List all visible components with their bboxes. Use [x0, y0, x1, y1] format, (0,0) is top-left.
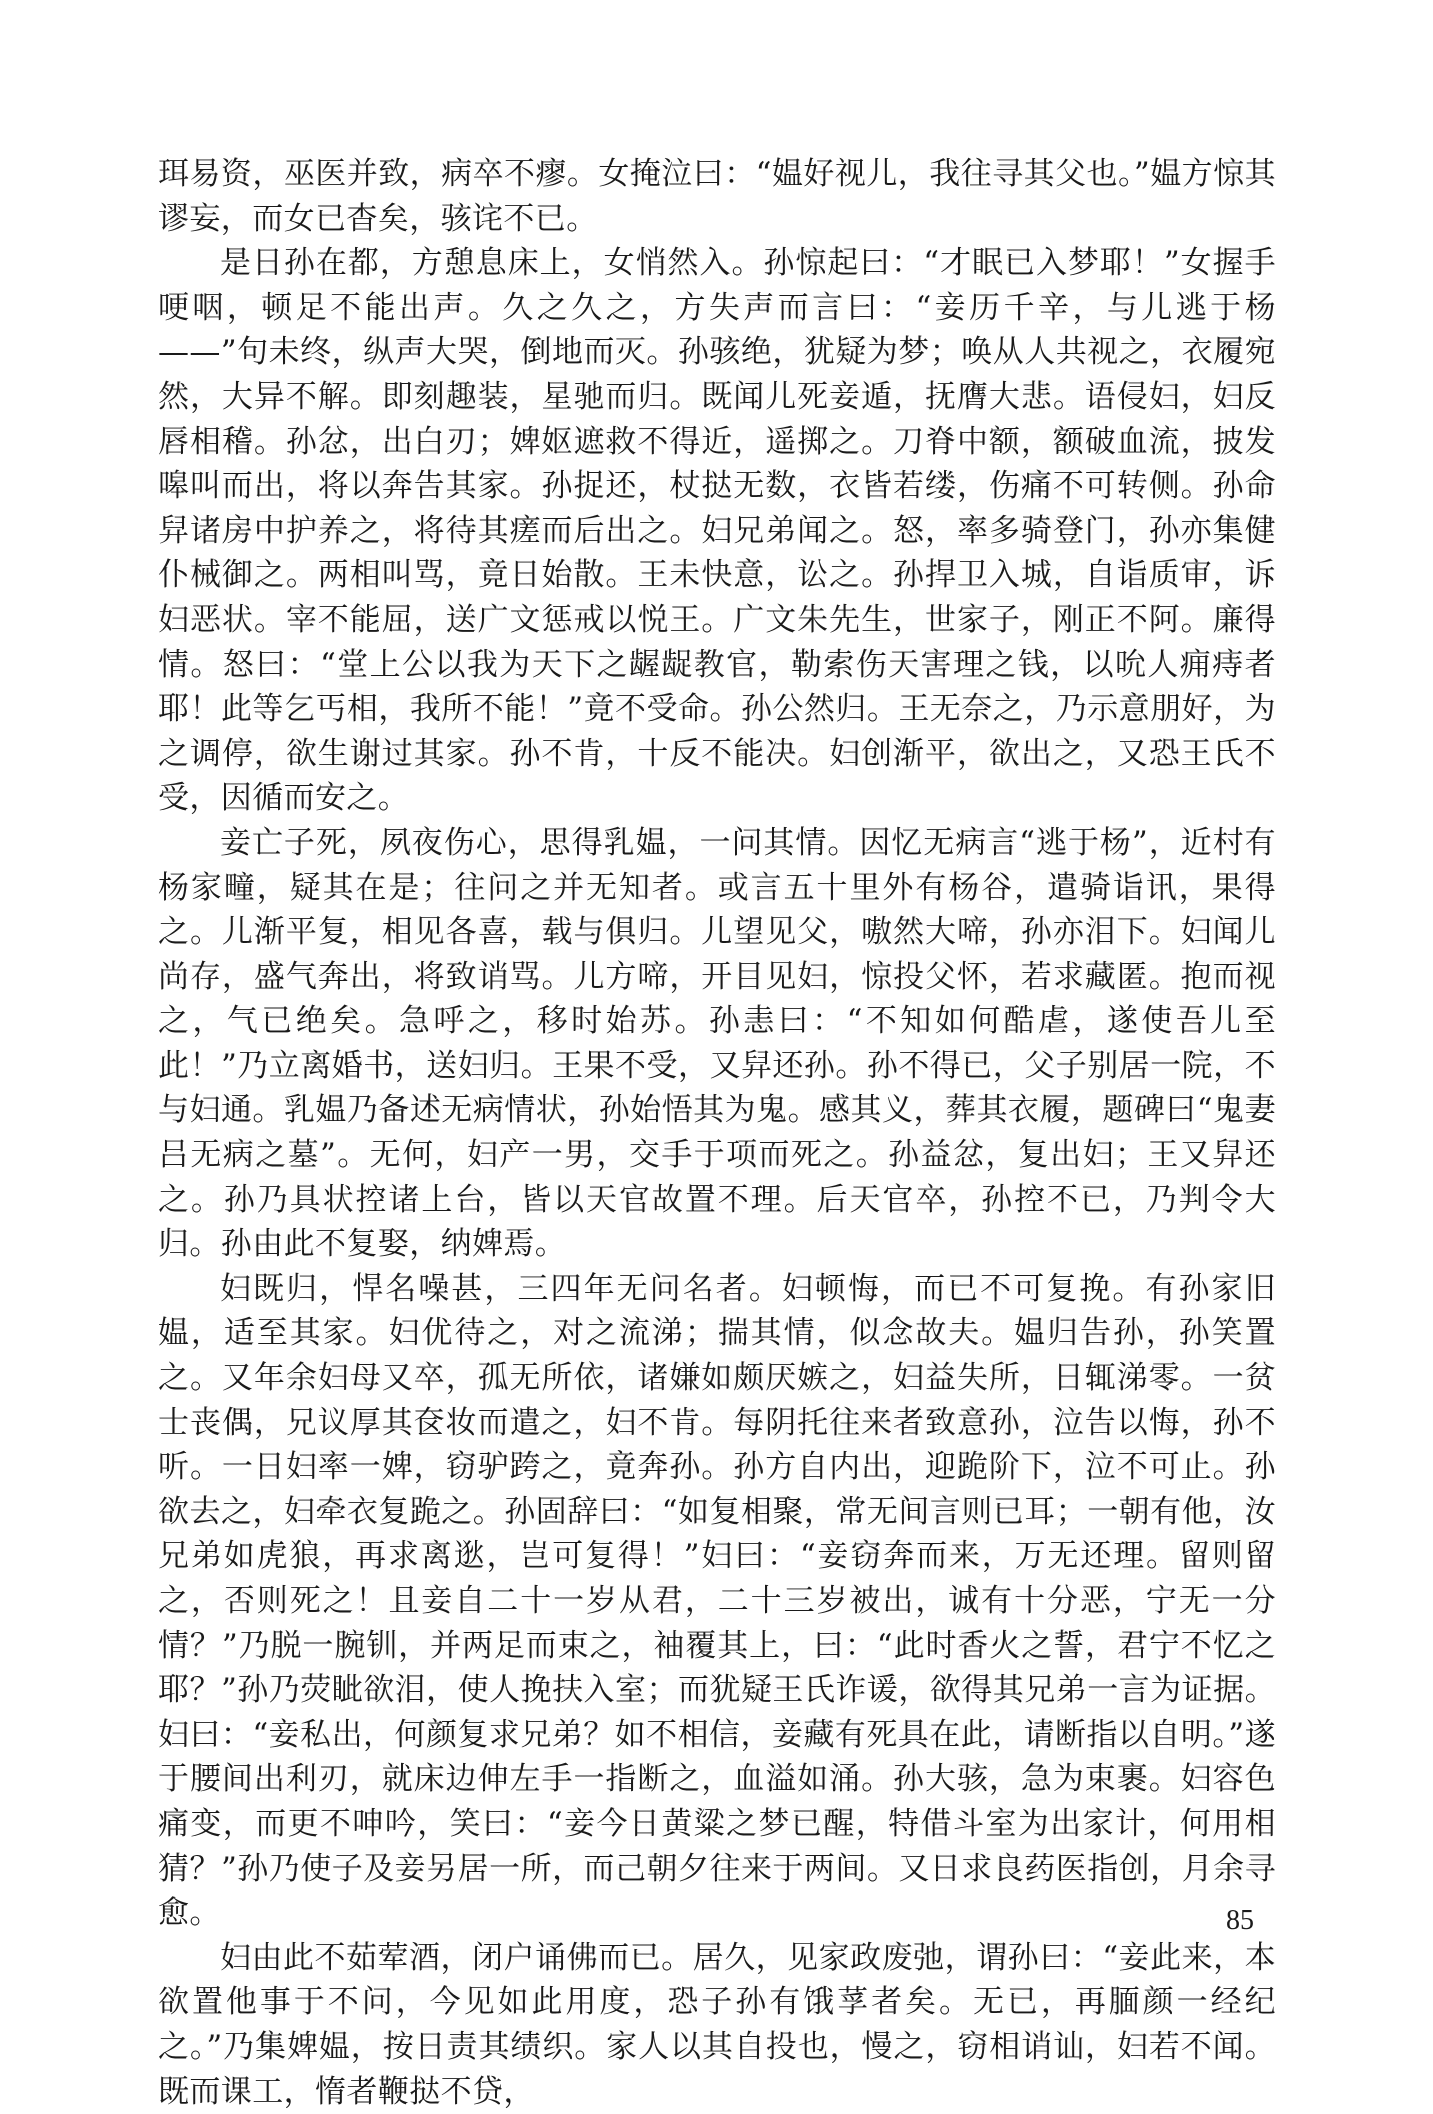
page-number: 85 — [1226, 1905, 1254, 1936]
page-body — [158, 152, 1276, 2114]
paragraph-3: 妾亡子死，夙夜伤心，思得乳媪，一问其情。因忆无病言“逃于杨”，近村有杨家疃，疑其在是；往问之并无知者。或言五十里外有杨谷，遣骑诣讯，果得之。儿渐平复，相见各喜，载与俱归。儿望见父，嗷然大啼，孙亦泪下。妇闻儿尚存，盛气奔出，将致诮骂。儿方啼，开目见妇，惊投父怀，若求藏匿。抱而视之，气已绝矣。急呼之，移时始苏。孙恚曰：“不知如何酷虐，遂使吾儿至此！”乃立离婚书，送妇归。王果不受，又舁还孙。孙不得已，父子别居一院，不与妇通。乳媪乃备述无病情状，孙始悟其为鬼。感其义，葬其衣履，题碑曰“鬼妻吕无病之墓”。无何，妇产一男，交手于项而死之。孙益忿，复出妇；王又舁还之。孙乃具状控诸上台，皆以天官故置不理。后天官卒，孙控不已，乃判令大归。孙由此不复娶，纳婢焉。 — [158, 824, 1276, 1263]
paragraph-2: 是日孙在都，方憩息床上，女悄然入。孙惊起曰：“才眠已入梦耶！”女握手哽咽，顿足不能出声。久之久之，方失声而言曰：“妾历千辛，与儿逃于杨——”句未终，纵声大哭，倒地而灭。孙骇绝，犹疑为梦；唤从人共视之，衣履宛然，大异不解。即刻趣装，星驰而归。既闻儿死妾遁，抚膺大悲。语侵妇，妇反唇相稽。孙忿，出白刃；婢妪遮救不得近，遥掷之。刀脊中额，额破血流，披发嗥叫而出，将以奔告其家。孙捉还，杖挞无数，衣皆若缕，伤痛不可转侧。孙命舁诸房中护养之，将待其瘥而后出之。妇兄弟闻之。怒，率多骑登门，孙亦集健仆械御之。两相叫骂，竟日始散。王未快意，讼之。孙捍卫入城，自诣质审，诉妇恶状。宰不能屈，送广文惩戒以悦王。广文朱先生，世家子，刚正不阿。廉得情。怒曰：“堂上公以我为天下之龌龊教官，勒索伤天害理之钱，以吮人痈痔者耶！此等乞丐相，我所不能！”竟不受命。孙公然归。王无奈之，乃示意朋好，为之调停，欲生谢过其家。孙不肯，十反不能决。妇创渐平，欲出之，又恐王氏不受，因循而安之。 — [158, 245, 1276, 817]
paragraph-1: 珥易资，巫医并致，病卒不瘳。女掩泣曰：“媪好视儿，我往寻其父也。”媪方惊其谬妄，而女已杳矣，骇诧不已。 — [158, 156, 1276, 237]
paragraph-5: 妇由此不茹荤酒，闭户诵佛而已。居久，见家政废弛，谓孙曰：“妾此来，本欲置他事于不问，今见如此用度，恐子孙有饿莩者矣。无已，再腼颜一经纪之。”乃集婢媪，按日责其绩织。家人以其自投也，慢之，窃相诮讪，妇若不闻。既而课工，惰者鞭挞不贷， — [158, 1939, 1276, 2110]
paragraph-4: 妇既归，悍名噪甚，三四年无问名者。妇顿悔，而已不可复挽。有孙家旧媪，适至其家。妇优待之，对之流涕；揣其情，似念故夫。媪归告孙，孙笑置之。又年余妇母又卒，孤无所依，诸嫌如颇厌嫉之，妇益失所，日辄涕零。一贫士丧偶，兄议厚其奁妆而遣之，妇不肯。每阴托往来者致意孙，泣告以悔，孙不听。一日妇率一婢，窃驴跨之，竟奔孙。孙方自内出，迎跪阶下，泣不可止。孙欲去之，妇牵衣复跪之。孙固辞曰：“如复相聚，常无间言则已耳；一朝有他，汝兄弟如虎狼，再求离逖，岂可复得！”妇曰：“妾窃奔而来，万无还理。留则留之，否则死之！且妾自二十一岁从君，二十三岁被出，诚有十分恶，宁无一分情？”乃脱一腕钏，并两足而束之，袖覆其上，曰：“此时香火之誓，君宁不忆之耶？”孙乃荧眦欲泪，使人挽扶入室；而犹疑王氏诈谖，欲得其兄弟一言为证据。妇曰：“妾私出，何颜复求兄弟？如不相信，妾藏有死具在此，请断指以自明。”遂于腰间出利刃，就床边伸左手一指断之，血溢如涌。孙大骇，急为束裹。妇容色痛变，而更不呻吟，笑曰：“妾今日黄粱之梦已醒，特借斗室为出家计，何用相猜？”孙乃使子及妾另居一所，而己朝夕往来于两间。又日求良药医指创，月余寻愈。 — [158, 1270, 1276, 1932]
